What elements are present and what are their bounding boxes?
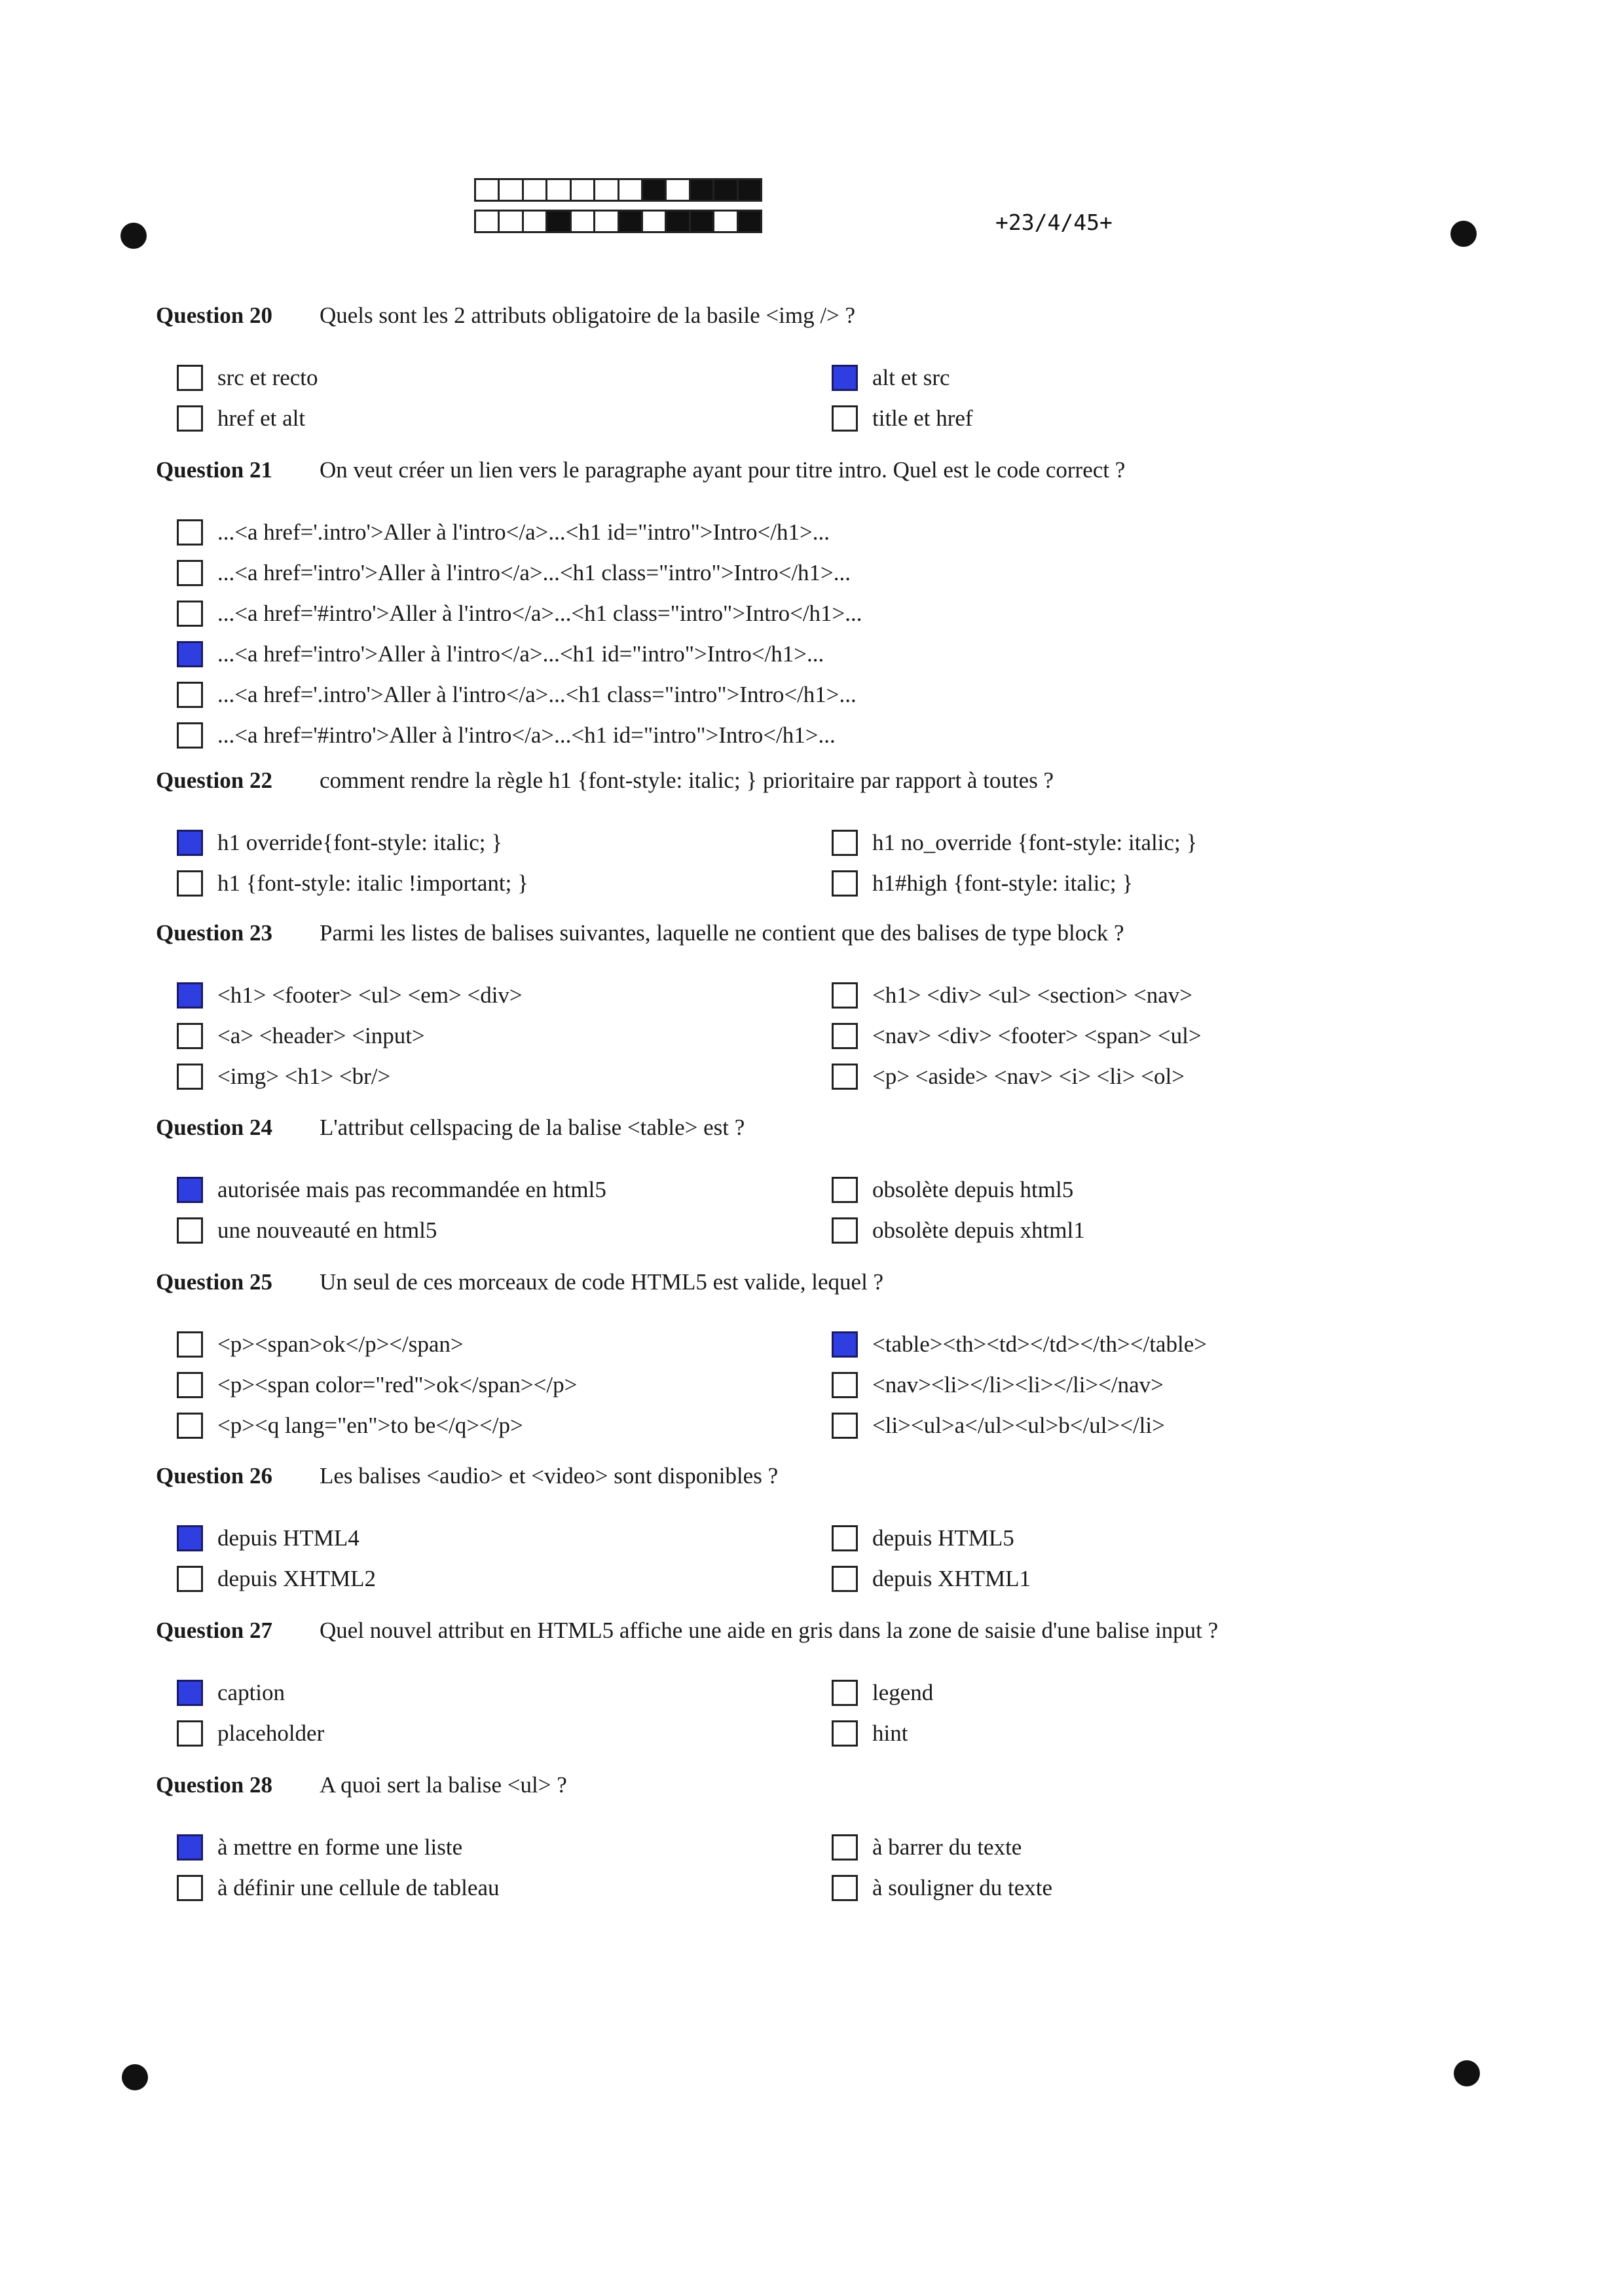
question-number: Question 27: [156, 1618, 272, 1643]
checkbox[interactable]: [832, 1834, 858, 1861]
answer-label: <p><span>ok</p></span>: [217, 1331, 464, 1357]
checkbox[interactable]: [832, 1372, 858, 1398]
answer-label: <a> <header> <input>: [217, 1023, 425, 1048]
answer-label: <nav> <div> <footer> <span> <ul>: [872, 1023, 1202, 1048]
question-header: [156, 768, 1479, 807]
answer-label: <h1> <div> <ul> <section> <nav>: [872, 982, 1193, 1008]
answer-option[interactable]: [156, 1559, 811, 1599]
checkbox[interactable]: [832, 1217, 858, 1244]
barcode-cell: [689, 178, 714, 202]
answer-options: [156, 358, 1479, 439]
answer-label: obsolète depuis xhtml1: [872, 1217, 1085, 1243]
answer-option[interactable]: [811, 1827, 1466, 1868]
answer-label: autorisée mais pas recommandée en html5: [217, 1177, 606, 1202]
question-number: Question 21: [156, 457, 272, 483]
barcode-cell: [522, 178, 547, 202]
checkbox-checked[interactable]: [177, 1680, 203, 1706]
answer-label: à mettre en forme une liste: [217, 1834, 463, 1860]
answer-label: depuis XHTML1: [872, 1566, 1031, 1591]
answer-options: [156, 1518, 1479, 1599]
barcode-cell: [498, 178, 523, 202]
answer-option[interactable]: [156, 1365, 811, 1405]
checkbox[interactable]: [177, 870, 203, 897]
checkbox-checked[interactable]: [177, 830, 203, 856]
answer-option[interactable]: [156, 634, 1479, 675]
answer-option[interactable]: [811, 975, 1466, 1016]
checkbox-checked[interactable]: [832, 365, 858, 391]
question-header: [156, 1618, 1479, 1657]
answer-option[interactable]: [811, 1518, 1466, 1559]
question-number: Question 20: [156, 303, 272, 328]
barcode-cell: [593, 178, 619, 202]
answer-label: ...<a href='.intro'>Aller à l'intro</a>...<h1 id="intro">Intro</h1>...: [217, 519, 830, 545]
answer-option[interactable]: [156, 1713, 811, 1754]
barcode-cell: [737, 178, 762, 202]
answer-option[interactable]: [811, 1673, 1466, 1713]
answer-option[interactable]: [156, 593, 1479, 634]
question-block: [156, 920, 1479, 1097]
answer-option[interactable]: [156, 715, 1479, 756]
question-number: Question 22: [156, 768, 272, 793]
checkbox[interactable]: [177, 1413, 203, 1439]
barcode-row-1: [474, 178, 762, 202]
barcode-row-2: [474, 210, 762, 233]
question-text: Un seul de ces morceaux de code HTML5 est valide, lequel ?: [320, 1269, 884, 1295]
answer-option[interactable]: [156, 1210, 811, 1251]
answer-label: h1 no_override {font-style: italic; }: [872, 830, 1198, 855]
answer-option[interactable]: [156, 358, 811, 398]
answer-label: hint: [872, 1720, 908, 1746]
answer-option[interactable]: [811, 1365, 1466, 1405]
answer-option[interactable]: [156, 1324, 811, 1365]
checkbox[interactable]: [177, 601, 203, 627]
checkbox[interactable]: [177, 365, 203, 391]
question-text: Quels sont les 2 attributs obligatoire de la basile <img /> ?: [320, 303, 856, 328]
barcode-cell: [665, 210, 690, 233]
barcode-cell: [498, 210, 523, 233]
answer-option[interactable]: [156, 675, 1479, 715]
answer-label: placeholder: [217, 1720, 325, 1746]
answer-option[interactable]: [156, 1056, 811, 1097]
barcode-cell: [712, 178, 738, 202]
answer-option[interactable]: [811, 1324, 1466, 1365]
checkbox[interactable]: [832, 1875, 858, 1901]
checkbox[interactable]: [832, 1413, 858, 1439]
checkbox[interactable]: [177, 405, 203, 432]
barcode-cell: [641, 210, 667, 233]
answer-option[interactable]: [156, 1170, 811, 1210]
barcode-cell: [545, 178, 571, 202]
answer-label: à barrer du texte: [872, 1834, 1022, 1860]
answer-option[interactable]: [811, 863, 1466, 904]
question-text: Les balises <audio> et <video> sont disponibles ?: [320, 1463, 779, 1489]
answer-label: depuis XHTML2: [217, 1566, 377, 1591]
answer-label: <p><span color="red">ok</span></p>: [217, 1372, 578, 1398]
question-block: [156, 1618, 1479, 1754]
question-number: Question 24: [156, 1115, 272, 1140]
registration-mark-top-right: [1450, 221, 1477, 247]
answer-option[interactable]: [156, 553, 1479, 593]
barcode-cell: [474, 210, 500, 233]
checkbox[interactable]: [832, 1177, 858, 1203]
answer-label: ...<a href='intro'>Aller à l'intro</a>...<h1 id="intro">Intro</h1>...: [217, 641, 824, 667]
answer-label: ...<a href='#intro'>Aller à l'intro</a>...<h1 id="intro">Intro</h1>...: [217, 722, 836, 748]
registration-mark-bottom-left: [122, 2064, 148, 2090]
answer-option[interactable]: [156, 1016, 811, 1056]
question-block: [156, 457, 1479, 756]
answer-option[interactable]: [156, 398, 811, 439]
barcode-cell: [593, 210, 619, 233]
checkbox[interactable]: [177, 1331, 203, 1358]
answer-options: [156, 1324, 1479, 1446]
checkbox[interactable]: [832, 1064, 858, 1090]
checkbox[interactable]: [832, 1023, 858, 1049]
answer-label: ...<a href='#intro'>Aller à l'intro</a>...<h1 class="intro">Intro</h1>...: [217, 601, 862, 626]
question-block: [156, 768, 1479, 904]
answer-label: h1 {font-style: italic !important; }: [217, 870, 528, 896]
page-code: +23/4/45+: [995, 210, 1113, 235]
checkbox[interactable]: [832, 982, 858, 1009]
answer-option[interactable]: [811, 1713, 1466, 1754]
checkbox[interactable]: [177, 1217, 203, 1244]
checkbox[interactable]: [177, 682, 203, 708]
answer-label: src et recto: [217, 365, 318, 390]
registration-mark-top-left: [120, 223, 147, 249]
answer-label: depuis HTML5: [872, 1525, 1014, 1551]
answer-option[interactable]: [811, 398, 1466, 439]
answer-label: alt et src: [872, 365, 950, 390]
question-header: [156, 1269, 1479, 1308]
answer-option[interactable]: [811, 1016, 1466, 1056]
answer-label: <nav><li></li><li></li></nav>: [872, 1372, 1164, 1398]
answer-label: title et href: [872, 405, 973, 431]
checkbox-checked[interactable]: [177, 1525, 203, 1551]
question-text: comment rendre la règle h1 {font-style: italic; } prioritaire par rapport à toutes ?: [320, 768, 1054, 793]
answer-options: [156, 975, 1479, 1097]
question-text: A quoi sert la balise <ul> ?: [320, 1772, 567, 1798]
answer-label: <table><th><td></td></th></table>: [872, 1331, 1207, 1357]
barcode-cell: [522, 210, 547, 233]
question-header: [156, 303, 1479, 342]
question-header: [156, 1115, 1479, 1154]
answer-option[interactable]: [156, 863, 811, 904]
answer-option[interactable]: [156, 1673, 811, 1713]
question-block: [156, 1115, 1479, 1251]
question-header: [156, 920, 1479, 959]
checkbox-checked[interactable]: [177, 641, 203, 667]
question-number: Question 23: [156, 920, 272, 946]
answer-label: ...<a href='.intro'>Aller à l'intro</a>...<h1 class="intro">Intro</h1>...: [217, 682, 857, 707]
checkbox[interactable]: [177, 1064, 203, 1090]
answer-label: une nouveauté en html5: [217, 1217, 437, 1243]
checkbox[interactable]: [177, 1566, 203, 1592]
answer-option[interactable]: [811, 358, 1466, 398]
barcode-cell: [618, 210, 643, 233]
answer-option[interactable]: [156, 1827, 811, 1868]
answer-label: obsolète depuis html5: [872, 1177, 1074, 1202]
answer-label: h1 override{font-style: italic; }: [217, 830, 503, 855]
answer-option[interactable]: [811, 1170, 1466, 1210]
question-block: [156, 1463, 1479, 1599]
checkbox[interactable]: [832, 870, 858, 897]
answer-label: à souligner du texte: [872, 1875, 1053, 1900]
question-header: [156, 457, 1479, 496]
question-text: L'attribut cellspacing de la balise <table> est ?: [320, 1115, 745, 1140]
answer-option[interactable]: [156, 823, 811, 863]
answer-label: à définir une cellule de tableau: [217, 1875, 500, 1900]
checkbox[interactable]: [832, 1720, 858, 1747]
answer-label: legend: [872, 1680, 934, 1705]
checkbox[interactable]: [832, 405, 858, 432]
checkbox[interactable]: [832, 830, 858, 856]
checkbox[interactable]: [177, 519, 203, 546]
checkbox[interactable]: [177, 722, 203, 749]
answer-option[interactable]: [811, 1405, 1466, 1446]
answer-option[interactable]: [811, 1559, 1466, 1599]
answer-label: <p> <aside> <nav> <i> <li> <ol>: [872, 1064, 1185, 1089]
answer-option[interactable]: [811, 1868, 1466, 1908]
barcode-cell: [474, 178, 500, 202]
checkbox[interactable]: [832, 1680, 858, 1706]
question-number: Question 26: [156, 1463, 272, 1489]
question-header: [156, 1772, 1479, 1811]
answer-option[interactable]: [156, 975, 811, 1016]
question-number: Question 28: [156, 1772, 272, 1798]
answer-option[interactable]: [811, 823, 1466, 863]
question-block: [156, 303, 1479, 439]
barcode-cell: [665, 178, 690, 202]
checkbox-checked[interactable]: [177, 982, 203, 1009]
answer-options: [156, 1673, 1479, 1754]
question-number: Question 25: [156, 1269, 272, 1295]
answer-label: h1#high {font-style: italic; }: [872, 870, 1134, 896]
answer-label: <img> <h1> <br/>: [217, 1064, 391, 1089]
barcode-cell: [570, 178, 595, 202]
checkbox-checked[interactable]: [177, 1177, 203, 1203]
answer-options: [156, 1170, 1479, 1251]
answer-options: [156, 823, 1479, 904]
question-header: [156, 1463, 1479, 1502]
checkbox[interactable]: [832, 1566, 858, 1592]
barcode-cell: [545, 210, 571, 233]
checkbox[interactable]: [177, 1720, 203, 1747]
answer-option[interactable]: [811, 1210, 1466, 1251]
answer-option[interactable]: [156, 1405, 811, 1446]
checkbox[interactable]: [832, 1525, 858, 1551]
answer-label: <h1> <footer> <ul> <em> <div>: [217, 982, 523, 1008]
barcode-cell: [737, 210, 762, 233]
question-text: On veut créer un lien vers le paragraphe ayant pour titre intro. Quel est le code correct ?: [320, 457, 1126, 483]
checkbox[interactable]: [177, 1023, 203, 1049]
barcode-cell: [570, 210, 595, 233]
answer-option[interactable]: [156, 1868, 811, 1908]
question-block: [156, 1772, 1479, 1908]
checkbox-checked[interactable]: [177, 1834, 203, 1861]
checkbox[interactable]: [177, 1875, 203, 1901]
question-text: Parmi les listes de balises suivantes, laquelle ne contient que des balises de type block ?: [320, 920, 1124, 946]
barcode-cell: [641, 178, 667, 202]
answer-label: caption: [217, 1680, 286, 1705]
answer-options: [156, 1827, 1479, 1908]
answer-options: [156, 512, 1479, 756]
registration-mark-bottom-right: [1454, 2060, 1480, 2086]
question-text: Quel nouvel attribut en HTML5 affiche une aide en gris dans la zone de saisie d'une balise input ?: [320, 1618, 1219, 1643]
barcode-cell: [618, 178, 643, 202]
answer-label: <p><q lang="en">to be</q></p>: [217, 1413, 523, 1438]
question-block: [156, 1269, 1479, 1446]
answer-label: ...<a href='intro'>Aller à l'intro</a>...<h1 class="intro">Intro</h1>...: [217, 560, 851, 585]
barcode-cell: [689, 210, 714, 233]
answer-label: <li><ul>a</ul><ul>b</ul></li>: [872, 1413, 1165, 1438]
answer-option[interactable]: [156, 1518, 811, 1559]
answer-label: href et alt: [217, 405, 306, 431]
checkbox-checked[interactable]: [832, 1331, 858, 1358]
checkbox[interactable]: [177, 1372, 203, 1398]
answer-label: depuis HTML4: [217, 1525, 360, 1551]
barcode-cell: [712, 210, 738, 233]
answer-option[interactable]: [811, 1056, 1466, 1097]
checkbox[interactable]: [177, 560, 203, 586]
answer-option[interactable]: [156, 512, 1479, 553]
